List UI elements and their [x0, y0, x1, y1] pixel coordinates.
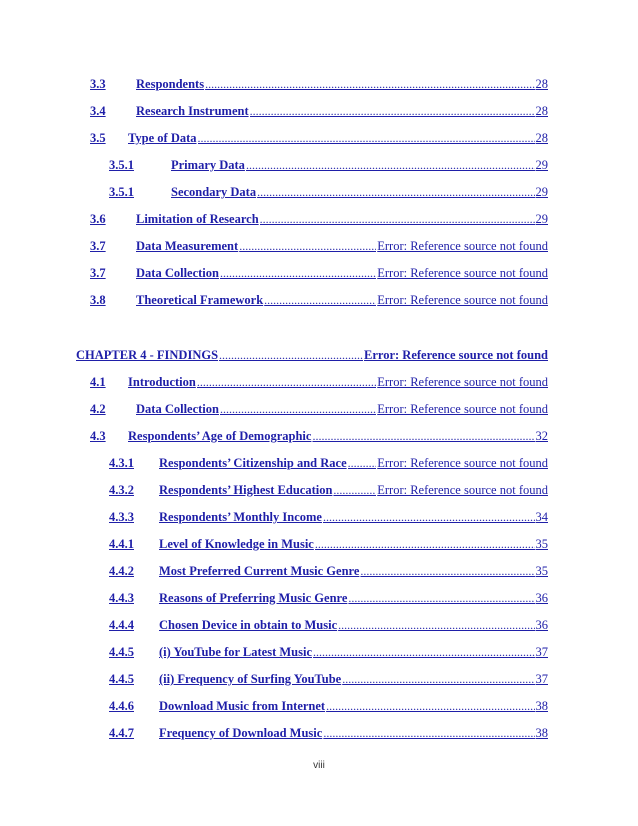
toc-entry-title: Most Preferred Current Music Genre — [159, 564, 360, 578]
toc-entry-page: 29 — [535, 212, 548, 226]
toc-leader-dots — [342, 671, 534, 687]
toc-entry-number: 4.3 — [90, 429, 106, 443]
toc-entry[interactable] — [90, 238, 548, 254]
toc-entry-page: 36 — [535, 618, 548, 632]
toc-entry[interactable] — [90, 130, 548, 146]
toc-entry[interactable] — [109, 563, 548, 579]
toc-entry-page: 29 — [535, 185, 548, 199]
toc-entry-number: 4.1 — [90, 375, 106, 389]
toc-entry-number: 3.6 — [90, 212, 106, 226]
toc-entry-page: 37 — [535, 672, 548, 686]
toc-entry-number: 4.3.1 — [109, 456, 134, 470]
toc-entry-title: Respondents — [136, 77, 205, 91]
toc-entry-title: Frequency of Download Music — [159, 726, 323, 740]
toc-entry-title: Research Instrument — [136, 104, 249, 118]
toc-leader-dots — [338, 617, 534, 633]
toc-leader-dots — [250, 103, 535, 119]
toc-entry-page: Error: Reference source not found — [377, 239, 548, 253]
toc-entry[interactable] — [90, 76, 548, 92]
toc-entry[interactable] — [90, 428, 548, 444]
toc-entry-title: Respondents’ Age of Demographic — [128, 429, 312, 443]
toc-entry-page: 28 — [535, 104, 548, 118]
toc-entry-title: Level of Knowledge in Music — [159, 537, 314, 551]
toc-leader-dots — [220, 265, 376, 281]
toc-entry-title: Respondents’ Monthly Income — [159, 510, 322, 524]
toc-leader-dots — [348, 455, 377, 471]
toc-leader-dots — [348, 590, 534, 606]
toc-entry[interactable] — [109, 482, 548, 498]
toc-entry-number: 3.5.1 — [109, 185, 134, 199]
toc-leader-dots — [257, 184, 534, 200]
toc-entry-number: 3.7 — [90, 266, 106, 280]
toc-entry[interactable] — [90, 401, 548, 417]
toc-entry-title: Respondents’ Highest Education — [159, 483, 333, 497]
toc-entry-number: 3.7 — [90, 239, 106, 253]
toc-entry-page: 35 — [535, 564, 548, 578]
toc-entry-page: 28 — [535, 77, 548, 91]
toc-entry-number: 3.5 — [90, 131, 106, 145]
toc-leader-dots — [326, 698, 534, 714]
toc-entry-page: 36 — [535, 591, 548, 605]
toc-leader-dots — [264, 292, 376, 308]
toc-chapter-title: CHAPTER 4 - FINDINGS — [76, 348, 219, 362]
toc-entry[interactable] — [109, 455, 548, 471]
toc-entry-number: 4.4.3 — [109, 591, 134, 605]
toc-leader-dots — [315, 536, 535, 552]
toc-entry[interactable] — [109, 725, 548, 741]
toc-entry-page: Error: Reference source not found — [377, 266, 548, 280]
toc-entry[interactable] — [109, 671, 548, 687]
page-number-footer: viii — [313, 760, 325, 771]
toc-entry-title: (i) YouTube for Latest Music — [159, 645, 313, 659]
toc-entry-page: 35 — [535, 537, 548, 551]
toc-entry-page: 34 — [535, 510, 548, 524]
toc-entry-page: 32 — [535, 429, 548, 443]
toc-leader-dots — [246, 157, 535, 173]
toc-entry-number: 3.8 — [90, 293, 106, 307]
toc-entry-number: 3.5.1 — [109, 158, 134, 172]
toc-entry-title: Data Measurement — [136, 239, 239, 253]
toc-entry-title: Chosen Device in obtain to Music — [159, 618, 338, 632]
toc-entry-page: 37 — [535, 645, 548, 659]
toc-entry-title: Respondents’ Citizenship and Race — [159, 456, 347, 470]
toc-entry-page: Error: Reference source not found — [377, 402, 548, 416]
toc-entry-title: Introduction — [128, 375, 196, 389]
toc-leader-dots — [198, 130, 535, 146]
toc-leader-dots — [333, 482, 376, 498]
toc-entry-page: Error: Reference source not found — [377, 375, 548, 389]
toc-entry-page: 38 — [535, 699, 548, 713]
toc-entry-number: 4.4.5 — [109, 672, 134, 686]
toc-entry[interactable] — [109, 698, 548, 714]
toc-entry-page: Error: Reference source not found — [377, 483, 548, 497]
toc-entry[interactable] — [109, 644, 548, 660]
toc-entry-title: Theoretical Framework — [136, 293, 264, 307]
toc-leader-dots — [219, 347, 363, 363]
toc-entry-page: Error: Reference source not found — [377, 293, 548, 307]
toc-entry-number: 4.4.2 — [109, 564, 134, 578]
toc-entry[interactable] — [109, 184, 548, 200]
toc-entry[interactable] — [109, 590, 548, 606]
toc-leader-dots — [260, 211, 535, 227]
toc-entry-number: 4.3.2 — [109, 483, 134, 497]
toc-entry-title: (ii) Frequency of Surfing YouTube — [159, 672, 342, 686]
toc-entry[interactable] — [90, 374, 548, 390]
toc-entry-number: 3.4 — [90, 104, 106, 118]
toc-entry-page: 28 — [535, 131, 548, 145]
toc-entry-title: Limitation of Research — [136, 212, 259, 226]
toc-entry-title: Type of Data — [128, 131, 197, 145]
toc-entry-title: Data Collection — [136, 402, 219, 416]
toc-entry[interactable] — [109, 617, 548, 633]
toc-entry-title: Primary Data — [171, 158, 245, 172]
toc-entry[interactable] — [90, 103, 548, 119]
toc-leader-dots — [197, 374, 376, 390]
toc-entry-number: 4.4.5 — [109, 645, 134, 659]
toc-leader-dots — [313, 644, 534, 660]
toc-entry-title: Reasons of Preferring Music Genre — [159, 591, 348, 605]
toc-leader-dots — [205, 76, 534, 92]
toc-entry[interactable] — [90, 211, 548, 227]
toc-leader-dots — [239, 238, 376, 254]
toc-entry[interactable] — [90, 265, 548, 281]
toc-chapter-entry[interactable] — [76, 347, 548, 363]
toc-leader-dots — [220, 401, 376, 417]
toc-leader-dots — [312, 428, 534, 444]
toc-entry-page: Error: Reference source not found — [377, 456, 548, 470]
toc-leader-dots — [360, 563, 534, 579]
toc-entry-number: 4.4.7 — [109, 726, 134, 740]
toc-entry-number: 4.4.4 — [109, 618, 134, 632]
toc-entry-number: 4.2 — [90, 402, 106, 416]
toc-entry[interactable] — [90, 292, 548, 308]
toc-entry-number: 3.3 — [90, 77, 106, 91]
toc-leader-dots — [323, 509, 535, 525]
toc-entry[interactable] — [109, 157, 548, 173]
toc-entry-title: Download Music from Internet — [159, 699, 326, 713]
toc-entry[interactable] — [109, 536, 548, 552]
toc-entry-number: 4.4.6 — [109, 699, 134, 713]
toc-entry-title: Secondary Data — [171, 185, 257, 199]
toc-entry-page: 29 — [535, 158, 548, 172]
toc-entry[interactable] — [109, 509, 548, 525]
toc-entry-page: 38 — [535, 726, 548, 740]
toc-entry-page: Error: Reference source not found — [364, 348, 548, 362]
toc-entry-number: 4.3.3 — [109, 510, 134, 524]
toc-entry-title: Data Collection — [136, 266, 219, 280]
toc-entry-number: 4.4.1 — [109, 537, 134, 551]
toc-leader-dots — [323, 725, 534, 741]
